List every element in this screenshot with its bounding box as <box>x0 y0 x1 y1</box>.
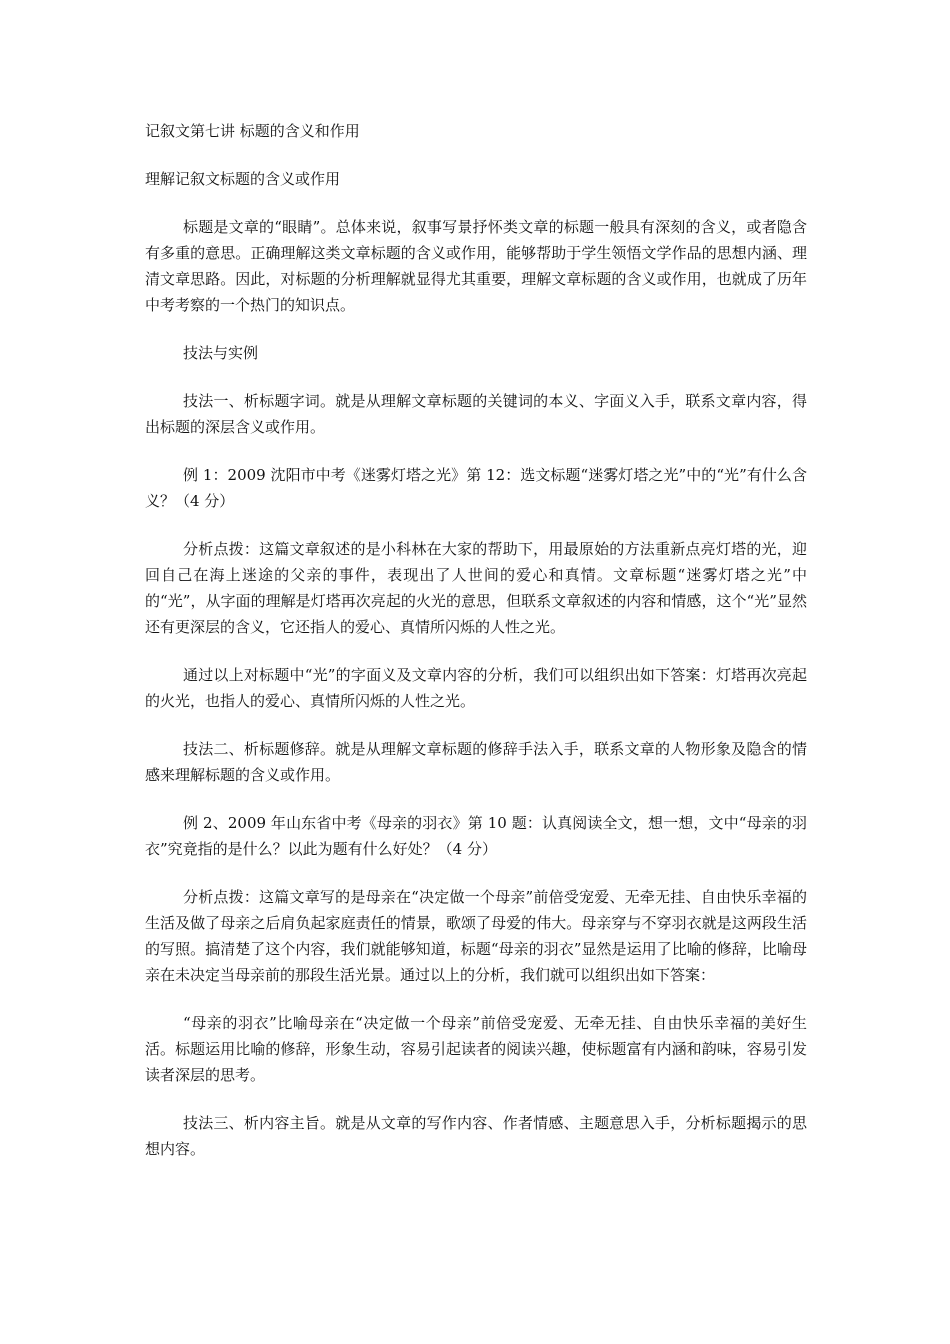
document-subtitle: 理解记叙文标题的含义或作用 <box>145 170 341 188</box>
section-heading-techniques: 技法与实例 <box>183 344 259 362</box>
paragraph-example-1: 例 1：2009 沈阳市中考《迷雾灯塔之光》第 12：选文标题“迷雾灯塔之光”中的“光”有什么含义？（4 分） <box>145 466 807 510</box>
paragraph-answer-1: 通过以上对标题中“光”的字面义及文章内容的分析，我们可以组织出如下答案：灯塔再次亮起的火光，也指人的爱心、真情所闪烁的人性之光。 <box>145 666 807 710</box>
document-title: 记叙文第七讲 标题的含义和作用 <box>145 122 360 140</box>
paragraph-answer-2: “母亲的羽衣”比喻母亲在“决定做一个母亲”前倍受宠爱、无牵无挂、自由快乐幸福的美好生活。标题运用比喻的修辞，形象生动，容易引起读者的阅读兴趣，使标题富有内涵和韵味，容易引发读者深层的思考。 <box>145 1014 807 1084</box>
paragraph-technique-3: 技法三、析内容主旨。就是从文章的写作内容、作者情感、主题意思入手，分析标题揭示的思想内容。 <box>145 1114 807 1158</box>
paragraph-technique-1: 技法一、析标题字词。就是从理解文章标题的关键词的本义、字面义入手，联系文章内容，得出标题的深层含义或作用。 <box>145 392 807 436</box>
paragraph-intro: 标题是文章的“眼睛”。总体来说，叙事写景抒怀类文章的标题一般具有深刻的含义，或者隐含有多重的意思。正确理解这类文章标题的含义或作用，能够帮助于学生领悟文学作品的思想内涵、理清文章思路。因此，对标题的分析理解就显得尤其重要，理解文章标题的含义或作用，也就成了历年中考考察的一个热门的知识点。 <box>145 218 807 314</box>
paragraph-example-2: 例 2、2009 年山东省中考《母亲的羽衣》第 10 题：认真阅读全文，想一想，文中“母亲的羽衣”究竟指的是什么？以此为题有什么好处？（4 分） <box>145 814 807 858</box>
paragraph-analysis-2: 分析点拨：这篇文章写的是母亲在“决定做一个母亲”前倍受宠爱、无牵无挂、自由快乐幸福的生活及做了母亲之后肩负起家庭责任的情景，歌颂了母爱的伟大。母亲穿与不穿羽衣就是这两段生活的写照。搞清楚了这个内容，我们就能够知道，标题“母亲的羽衣”显然是运用了比喻的修辞，比喻母亲在未决定当母亲前的那段生活光景。通过以上的分析，我们就可以组织出如下答案： <box>145 888 807 984</box>
document-body <box>145 118 807 1162</box>
paragraph-technique-2: 技法二、析标题修辞。就是从理解文章标题的修辞手法入手，联系文章的人物形象及隐含的情感来理解标题的含义或作用。 <box>145 740 807 784</box>
paragraph-analysis-1: 分析点拨：这篇文章叙述的是小科林在大家的帮助下，用最原始的方法重新点亮灯塔的光，迎回自己在海上迷途的父亲的事件，表现出了人世间的爱心和真情。文章标题“迷雾灯塔之光”中的“光”，从字面的理解是灯塔再次亮起的火光的意思，但联系文章叙述的内容和情感，这个“光”显然还有更深层的含义，它还指人的爱心、真情所闪烁的人性之光。 <box>145 540 807 636</box>
